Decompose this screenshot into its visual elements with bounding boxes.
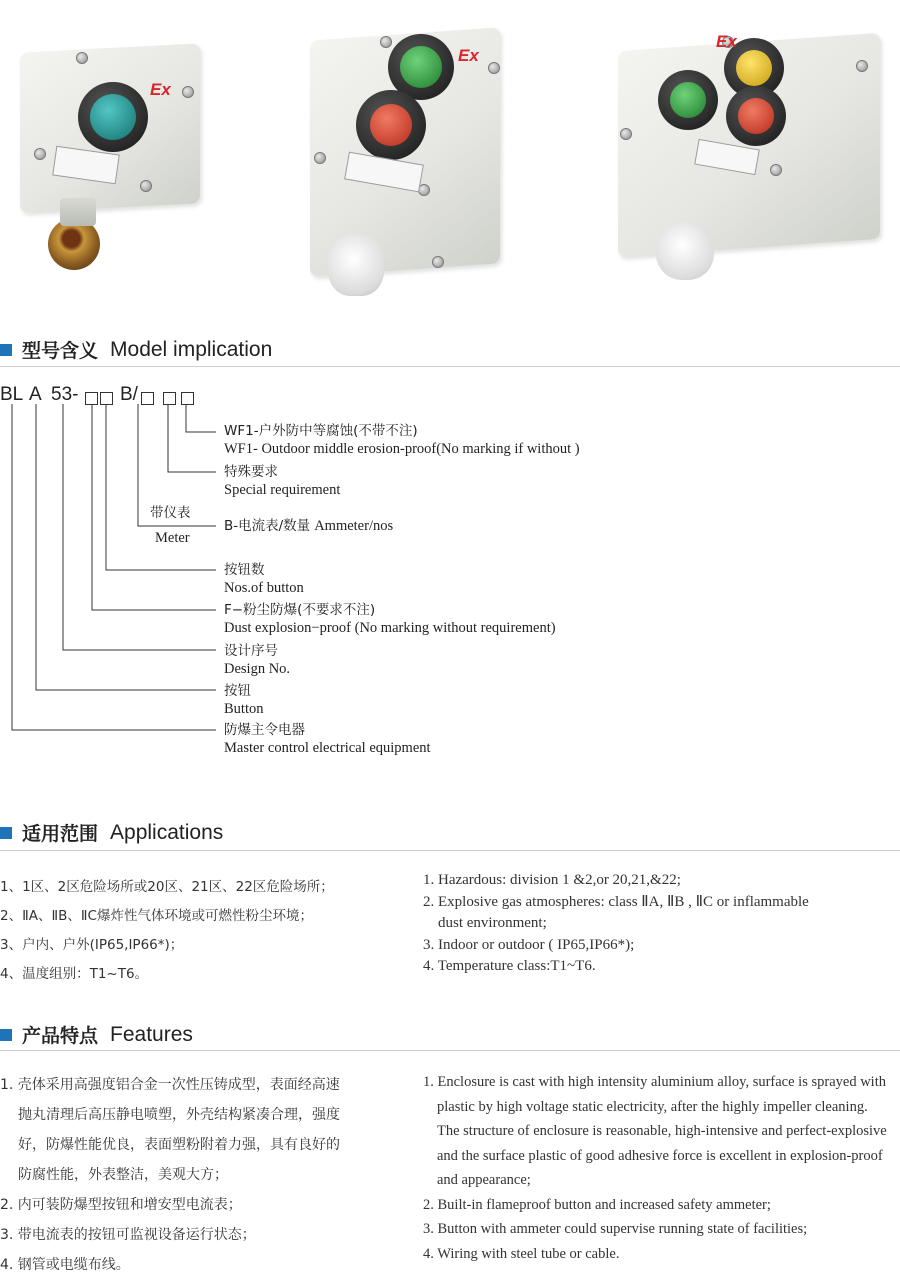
list-item: 好，防爆性能优良，表面塑粉附着力强，具有良好的 <box>18 1137 340 1153</box>
applications-list-en <box>423 870 809 978</box>
list-item: 2. Explosive gas atmospheres: class ⅡA, ⅡB , ⅡC or inflammable <box>423 893 809 910</box>
list-item: 1、1区、2区危险场所或20区、21区、22区危险场所； <box>0 879 334 895</box>
section-header-features <box>0 1021 193 1048</box>
meter-label-en: Meter <box>155 530 190 546</box>
list-item: 1. Hazardous: division 1 &2,or 20,21,&22; <box>423 872 681 888</box>
ex-mark: Ex <box>458 46 479 65</box>
ex-mark: Ex <box>716 32 737 51</box>
meter-label-cn: 带仪表 <box>150 505 191 521</box>
model-bracket-lines <box>0 400 230 760</box>
section-divider <box>0 1050 900 1051</box>
ex-mark: Ex <box>150 80 171 99</box>
list-item: plastic by high voltage static electricity, after the highly impeller cleaning. <box>437 1098 868 1115</box>
model-item-button: 按钮 Button <box>224 683 264 717</box>
section-marker-icon <box>0 344 12 356</box>
section-divider <box>0 850 900 851</box>
list-item: 1. Enclosure is cast with high intensity aluminium alloy, surface is sprayed with <box>423 1074 886 1090</box>
section-header-model <box>0 336 272 363</box>
list-item: and the surface plastic of good adhesive force is excellent in explosion-proof <box>437 1147 883 1164</box>
list-item: 4、温度组别：T1~T6。 <box>0 966 149 982</box>
model-item-master: 防爆主令电器 Master control electrical equipment <box>224 722 431 756</box>
list-item: 3. Indoor or outdoor ( IP65,IP66*); <box>423 936 635 953</box>
list-item: 2. Built-in flameproof button and increased safety ammeter; <box>423 1196 771 1213</box>
section-divider <box>0 366 900 367</box>
section-title-cn: 产品特点 <box>22 1025 99 1047</box>
section-title-cn: 适用范围 <box>22 823 99 845</box>
list-item: 抛丸清理后高压静电喷塑，外壳结构紧凑合理，强度 <box>18 1107 340 1123</box>
list-item: dust environment; <box>438 915 547 931</box>
teal-button-icon <box>90 94 136 140</box>
list-item: 3、户内、户外(IP65,IP66*)； <box>0 937 184 953</box>
list-item: 1. 壳体采用高强度铝合金一次性压铸成型，表面经高速 <box>0 1077 340 1093</box>
green-button-icon <box>400 46 442 88</box>
model-item-ammeter: B-电流表/数量 Ammeter/nos <box>224 518 394 534</box>
model-item-design: 设计序号 Design No. <box>224 643 291 677</box>
list-item: 2. 内可装防爆型按钮和增安型电流表； <box>0 1197 242 1213</box>
product-photo-triple-button <box>612 24 892 282</box>
section-marker-icon <box>0 1029 12 1041</box>
section-marker-icon <box>0 827 12 839</box>
model-item-wf1: WF1-户外防中等腐蚀(不带不注) WF1- Outdoor middle erosion-proof(No marking if without ) <box>224 423 580 457</box>
section-title-en: Features <box>110 1022 193 1046</box>
list-item: 防腐性能，外表整洁，美观大方； <box>18 1167 228 1183</box>
list-item: 2、ⅡA、ⅡB、ⅡC爆炸性气体环境或可燃性粉尘环境； <box>0 908 313 924</box>
section-title-en: Model implication <box>110 337 273 361</box>
code-a: A <box>29 384 42 405</box>
applications-list-cn <box>0 873 334 989</box>
code-b: B/ <box>120 384 138 405</box>
cable-gland-icon <box>328 234 384 296</box>
list-item: 4. 钢管或电缆布线。 <box>0 1257 130 1273</box>
yellow-button-icon <box>736 50 772 86</box>
list-item: 3. 带电流表的按钮可监视设备运行状态； <box>0 1227 256 1243</box>
list-item: 4. Wiring with steel tube or cable. <box>423 1245 620 1262</box>
model-item-special: 特殊要求 Special requirement <box>224 464 341 498</box>
red-button-icon <box>738 98 774 134</box>
list-item: 4. Temperature class:T1~T6. <box>423 958 596 974</box>
code-bl: BL <box>0 384 24 405</box>
section-title-cn: 型号含义 <box>22 340 99 362</box>
list-item: and appearance; <box>437 1172 531 1188</box>
list-item: 3. Button with ammeter could supervise running state of facilities; <box>423 1221 808 1237</box>
code-num: 53- <box>51 384 79 405</box>
green-button-icon <box>670 82 706 118</box>
cable-gland-icon <box>656 222 714 280</box>
features-list-en <box>423 1070 887 1266</box>
list-item: The structure of enclosure is reasonable, high-intensive and perfect-explosive <box>437 1123 887 1139</box>
product-photo-double-button <box>300 28 520 300</box>
red-button-icon <box>370 104 412 146</box>
product-photo-single-button <box>14 40 214 280</box>
section-title-en: Applications <box>110 820 224 844</box>
features-list-cn <box>0 1070 340 1280</box>
model-item-buttons: 按钮数 Nos.of button <box>224 562 304 596</box>
section-header-applications <box>0 819 223 846</box>
model-item-dust: F−粉尘防爆(不要求不注) Dust explosion−proof (No marking without requirement) <box>224 602 556 636</box>
